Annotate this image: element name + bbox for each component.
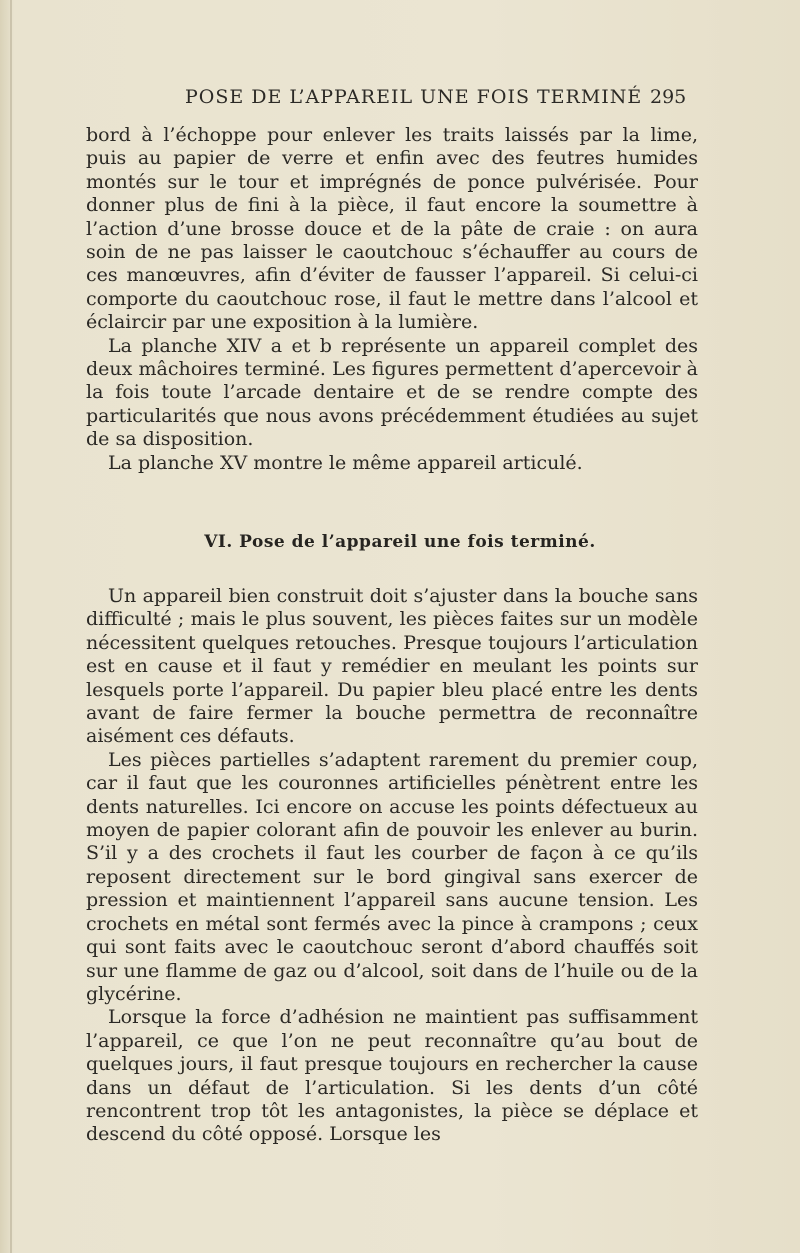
running-head-title: POSE DE L’APPAREIL UNE FOIS TERMINÉ xyxy=(185,86,643,108)
paragraph: Les pièces partielles s’adaptent rarement du premier coup, car il faut que les couronnes artificielles pénètrent entre les dents naturelles. Ici encore on accuse les points défectueux au moyen de papier colorant afin de pouvoir les enlever au burin. S’il y a des crochets il faut les courber de façon à ce qu’ils reposent directement sur le bord gingival sans exercer de pression et maintiennent l’appareil sans aucune tension. Les crochets en métal sont fermés avec la pince à crampons ; ceux qui sont faits avec le caoutchouc seront d’abord chauffés soit sur une flamme de gaz ou d’alcool, soit dans de l’huile ou de la glycérine. xyxy=(86,748,698,1005)
page-number: 295 xyxy=(650,86,687,108)
section-heading: VI. Pose de l’appareil une fois terminé. xyxy=(204,532,596,552)
body-text-bottom xyxy=(86,585,698,1147)
running-head xyxy=(0,86,800,114)
paragraph: Un appareil bien construit doit s’ajuster dans la bouche sans difficulté ; mais le plus souvent, les pièces faites sur un modèle nécessitent quelques retouches. Presque toujours l’articulation est en cause et il faut y remédier en meulant les points sur lesquels porte l’appareil. Du papier bleu placé entre les dents avant de faire fermer la bouche permettra de reconnaître aisément ces défauts. xyxy=(86,585,698,748)
paragraph: bord à l’échoppe pour enlever les traits laissés par la lime, puis au papier de verre et enfin avec des feutres humides montés sur le tour et imprégnés de ponce pulvérisée. Pour donner plus de fini à la pièce, il faut encore la soumettre à l’action d’une brosse douce et de la pâte de craie : on aura soin de ne pas laisser le caoutchouc s’échauffer au cours de ces manœuvres, afin d’éviter de fausser l’appareil. Si celui-ci comporte du caoutchouc rose, il faut le mettre dans l’alcool et éclaircir par une exposition à la lumière. xyxy=(86,124,698,334)
page-edge xyxy=(10,0,12,1253)
paragraph: Lorsque la force d’adhésion ne maintient pas suffisamment l’appareil, ce que l’on ne peut reconnaître qu’au bout de quelques jours, il faut presque toujours en rechercher la cause dans un défaut de l’articulation. Si les dents d’un côté rencontrent trop tôt les antagonistes, la pièce se déplace et descend du côté opposé. Lorsque les xyxy=(86,1006,698,1146)
paragraph: La planche XV montre le même appareil articulé. xyxy=(108,451,583,474)
body-text-top xyxy=(86,124,698,475)
paragraph: La planche XIV a et b représente un appareil complet des deux mâchoires terminé. Les figures permettent d’apercevoir à la fois toute l’arcade dentaire et de se rendre compte des particularités que nous avons précédemment étudiées au sujet de sa disposition. xyxy=(86,334,698,451)
